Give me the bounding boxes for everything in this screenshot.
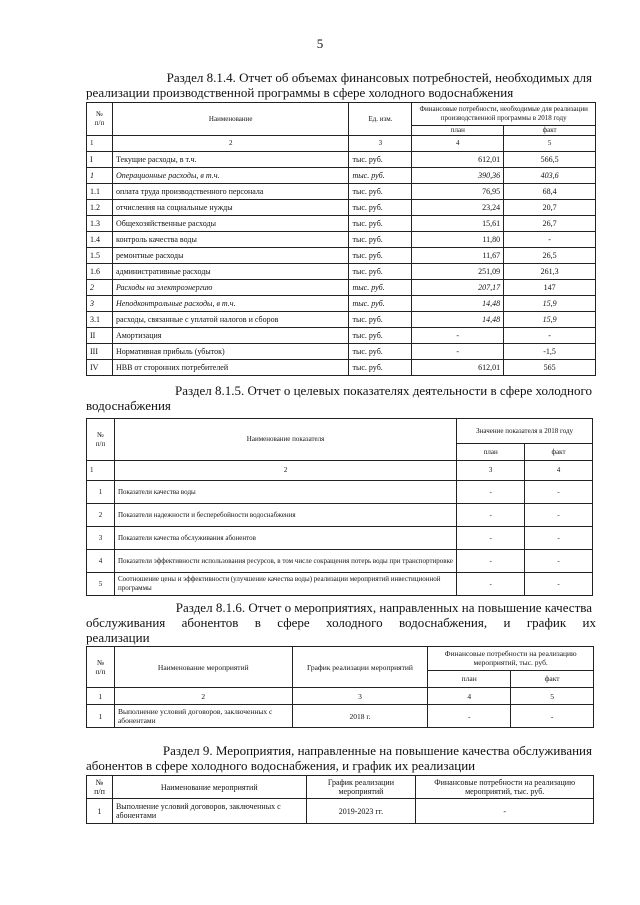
row-plan: 612,01: [412, 152, 504, 168]
row-unit: тыс. руб.: [349, 312, 412, 328]
row-number: I: [87, 152, 113, 168]
col-header-financial-needs: Финансовые потребности, необходимые для реализации производственной программы в 2018 году: [412, 103, 596, 126]
row-plan: -: [457, 550, 525, 573]
row-fact: 147: [504, 280, 596, 296]
section-9-title: [86, 743, 596, 773]
row-number: 1.1: [87, 184, 113, 200]
col-header-no: № п/п: [87, 419, 115, 461]
table-row: [87, 527, 593, 550]
row-unit: тыс. руб.: [349, 248, 412, 264]
col-number: 5: [511, 688, 594, 705]
row-number: 3: [87, 296, 113, 312]
row-unit: тыс. руб.: [349, 168, 412, 184]
col-number: 1: [87, 136, 113, 152]
row-financial-needs: -: [416, 799, 594, 824]
row-unit: тыс. руб.: [349, 200, 412, 216]
col-header-no: № п/п: [87, 647, 115, 688]
row-name: отчисления на социальные нужды: [112, 200, 349, 216]
col-number: 1: [87, 688, 115, 705]
row-fact: -: [504, 328, 596, 344]
table-row: [87, 296, 596, 312]
row-plan: -: [412, 328, 504, 344]
row-fact: -: [504, 232, 596, 248]
row-fact: 68,4: [504, 184, 596, 200]
row-plan: 14,48: [412, 296, 504, 312]
section-8-1-6-title-line3: реализации: [86, 630, 150, 645]
row-unit: тыс. руб.: [349, 152, 412, 168]
row-number: 3: [87, 527, 115, 550]
table-row: [87, 312, 596, 328]
row-unit: тыс. руб.: [349, 232, 412, 248]
row-fact: 26,5: [504, 248, 596, 264]
section-8-1-6-title-line1: Раздел 8.1.6. Отчет о мероприятиях, направленных на повышение качества: [175, 600, 592, 615]
table-row: [87, 184, 596, 200]
row-name: Неподконтрольные расходы, в т.ч.: [112, 296, 349, 312]
table-row: [87, 216, 596, 232]
col-number: 2: [114, 461, 456, 481]
row-number: 1.2: [87, 200, 113, 216]
column-numbers-row: [87, 688, 594, 705]
col-header-name: Наименование: [112, 103, 349, 136]
row-number: 1.5: [87, 248, 113, 264]
section-8-1-5-title: [86, 383, 596, 413]
table-row: [87, 200, 596, 216]
row-plan: -: [428, 705, 511, 728]
row-unit: тыс. руб.: [349, 344, 412, 360]
row-plan: -: [412, 344, 504, 360]
row-number: 1.3: [87, 216, 113, 232]
col-number: 3: [457, 461, 525, 481]
row-number: 1: [87, 705, 115, 728]
col-number: 3: [349, 136, 412, 152]
row-plan: 76,95: [412, 184, 504, 200]
col-header-fact: факт: [511, 670, 594, 687]
row-plan: 251,09: [412, 264, 504, 280]
row-number: IV: [87, 360, 113, 376]
row-name: Нормативная прибыль (убыток): [112, 344, 349, 360]
row-fact: 403,6: [504, 168, 596, 184]
col-header-plan: план: [457, 444, 525, 461]
table-row: [87, 280, 596, 296]
row-unit: тыс. руб.: [349, 296, 412, 312]
row-name: Расходы на электроэнергию: [112, 280, 349, 296]
row-fact: -: [525, 504, 593, 527]
row-name: Показатели качества воды: [114, 481, 456, 504]
row-number: II: [87, 328, 113, 344]
row-schedule: 2018 г.: [292, 705, 428, 728]
row-plan: -: [457, 481, 525, 504]
col-header-financial-needs: Финансовые потребности на реализацию мероприятий, тыс. руб.: [416, 776, 594, 799]
section-8-1-6-title-line2: обслуживания абонентов в сфере холодного водоснабжения, и график их: [86, 615, 596, 630]
measures-plan-table: [86, 775, 594, 824]
row-number: 1.6: [87, 264, 113, 280]
col-header-no: № п/п: [87, 103, 113, 136]
row-name: контроль качества воды: [112, 232, 349, 248]
row-number: 1: [87, 799, 113, 824]
row-plan: 390,36: [412, 168, 504, 184]
column-numbers-row: [87, 136, 596, 152]
row-fact: -: [525, 481, 593, 504]
row-plan: -: [457, 504, 525, 527]
row-name: Текущие расходы, в т.ч.: [112, 152, 349, 168]
col-number: 4: [428, 688, 511, 705]
col-number: 5: [504, 136, 596, 152]
row-fact: 20,7: [504, 200, 596, 216]
section-8-1-4-title-line1: Раздел 8.1.4. Отчет об объемах финансовых потребностей, необходимых для: [166, 70, 592, 85]
section-8-1-5-title-line2: водоснабжения: [86, 398, 171, 413]
row-name: Общехозяйственные расходы: [112, 216, 349, 232]
row-number: 4: [87, 550, 115, 573]
col-number: 4: [412, 136, 504, 152]
row-unit: тыс. руб.: [349, 264, 412, 280]
row-unit: тыс. руб.: [349, 184, 412, 200]
section-8-1-5-title-line1: Раздел 8.1.5. Отчет о целевых показателях деятельности в сфере холодного: [175, 383, 592, 398]
col-header-schedule: График реализации мероприятий: [306, 776, 416, 799]
col-header-unit: Ед. изм.: [349, 103, 412, 136]
row-name: Показатели надежности и бесперебойности водоснабжения: [114, 504, 456, 527]
column-numbers-row: [87, 461, 593, 481]
col-number: 4: [525, 461, 593, 481]
row-fact: 566,5: [504, 152, 596, 168]
table-row: [87, 504, 593, 527]
row-plan: 11,80: [412, 232, 504, 248]
table-row: [87, 705, 594, 728]
table-row: [87, 799, 594, 824]
row-plan: 612,01: [412, 360, 504, 376]
col-header-schedule: График реализации мероприятий: [292, 647, 428, 688]
row-name: Соотношение цены и эффективности (улучшение качества воды) реализации мероприятий инвестиционной программы: [114, 573, 456, 596]
section-8-1-6-title: [86, 600, 596, 645]
row-name: Выполнение условий договоров, заключенных с абонентами: [114, 705, 292, 728]
row-name: Амортизация: [112, 328, 349, 344]
col-header-fact: факт: [504, 126, 596, 136]
table-row: [87, 344, 596, 360]
row-number: 2: [87, 504, 115, 527]
row-fact: 565: [504, 360, 596, 376]
col-header-name: Наименование мероприятий: [112, 776, 306, 799]
row-name: Показатели качества обслуживания абонентов: [114, 527, 456, 550]
row-plan: -: [457, 573, 525, 596]
row-schedule: 2019-2023 гг.: [306, 799, 416, 824]
section-8-1-4-title: [86, 70, 596, 100]
row-name: Операционные расходы, в т.ч.: [112, 168, 349, 184]
col-header-name: Наименование показателя: [114, 419, 456, 461]
row-fact: 15,9: [504, 312, 596, 328]
table-row: [87, 152, 596, 168]
row-fact: 15,9: [504, 296, 596, 312]
target-indicators-table: [86, 418, 593, 596]
row-number: III: [87, 344, 113, 360]
row-name: НВВ от сторонних потребителей: [112, 360, 349, 376]
col-header-fact: факт: [525, 444, 593, 461]
row-fact: -1,5: [504, 344, 596, 360]
row-name: Показатели эффективности использования ресурсов, в том числе сокращения потерь воды при транспортировке: [114, 550, 456, 573]
row-name: административные расходы: [112, 264, 349, 280]
row-number: 5: [87, 573, 115, 596]
row-name: оплата труда производственного персонала: [112, 184, 349, 200]
table-row: [87, 481, 593, 504]
row-number: 1.4: [87, 232, 113, 248]
measures-report-table: [86, 646, 594, 728]
col-header-plan: план: [428, 670, 511, 687]
row-name: Выполнение условий договоров, заключенных с абонентами: [112, 799, 306, 824]
table-row: [87, 550, 593, 573]
col-header-no: № п/п: [87, 776, 113, 799]
section-8-1-4-title-line2: реализации производственной программы в сфере холодного водоснабжения: [86, 85, 514, 100]
col-number: 2: [114, 688, 292, 705]
section-9-title-line1: Раздел 9. Мероприятия, направленные на повышение качества обслуживания: [162, 743, 592, 758]
col-header-financial-needs: Финансовые потребности на реализацию мероприятий, тыс. руб.: [428, 647, 594, 671]
col-number: 3: [292, 688, 428, 705]
row-plan: 11,67: [412, 248, 504, 264]
row-unit: тыс. руб.: [349, 280, 412, 296]
row-plan: 23,24: [412, 200, 504, 216]
row-name: ремонтные расходы: [112, 248, 349, 264]
col-header-value: Значение показателя в 2018 году: [457, 419, 593, 444]
page-number: 5: [316, 36, 324, 51]
table-row: [87, 168, 596, 184]
row-fact: 261,3: [504, 264, 596, 280]
row-plan: 15,61: [412, 216, 504, 232]
row-number: 1: [87, 481, 115, 504]
financial-needs-table: [86, 102, 596, 376]
col-header-plan: план: [412, 126, 504, 136]
row-number: 2: [87, 280, 113, 296]
row-number: 1: [87, 168, 113, 184]
table-row: [87, 264, 596, 280]
table-row: [87, 232, 596, 248]
table-row: [87, 573, 593, 596]
row-plan: -: [457, 527, 525, 550]
col-number: 1: [87, 461, 115, 481]
table-row: [87, 328, 596, 344]
col-header-name: Наименование мероприятий: [114, 647, 292, 688]
row-plan: 207,17: [412, 280, 504, 296]
col-number: 2: [112, 136, 349, 152]
row-fact: -: [525, 550, 593, 573]
row-unit: тыс. руб.: [349, 360, 412, 376]
row-fact: -: [511, 705, 594, 728]
table-row: [87, 360, 596, 376]
row-fact: 26,7: [504, 216, 596, 232]
row-unit: тыс. руб.: [349, 216, 412, 232]
table-row: [87, 248, 596, 264]
row-fact: -: [525, 573, 593, 596]
row-fact: -: [525, 527, 593, 550]
row-plan: 14,48: [412, 312, 504, 328]
row-number: 3.1: [87, 312, 113, 328]
section-9-title-line2: абонентов в сфере холодного водоснабжения, и график их реализации: [86, 758, 476, 773]
row-unit: тыс. руб.: [349, 328, 412, 344]
row-name: расходы, связанные с уплатой налогов и сборов: [112, 312, 349, 328]
